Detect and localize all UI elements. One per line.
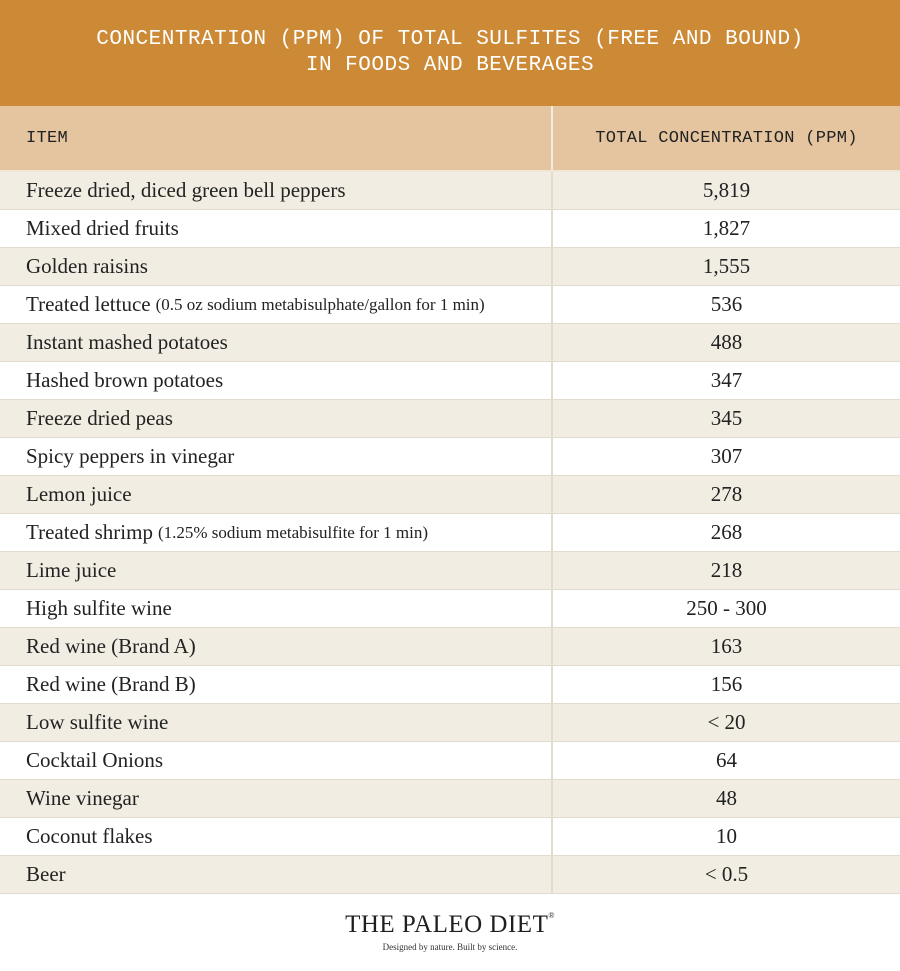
item-cell [0, 704, 553, 741]
item-name: Treated shrimp [26, 520, 153, 544]
item-name: Lime juice [26, 558, 117, 582]
item-cell [0, 818, 553, 855]
table-row [0, 210, 900, 248]
item-cell [0, 248, 553, 285]
concentration-cell: 10 [716, 824, 737, 848]
footer [0, 894, 900, 952]
item-note: (1.25% sodium metabisulfite for 1 min) [157, 522, 429, 542]
item-cell [0, 514, 553, 551]
table-row [0, 286, 900, 324]
concentration-cell: 156 [710, 672, 743, 696]
table-body [0, 172, 900, 894]
concentration-cell: 163 [710, 634, 743, 658]
item-name: Low sulfite wine [26, 710, 169, 734]
brand-logo [0, 911, 900, 939]
item-cell [0, 552, 553, 589]
concentration-cell: 1,827 [702, 216, 751, 240]
concentration-cell: 347 [710, 368, 743, 392]
item-name: Wine vinegar [26, 786, 139, 810]
item-cell [0, 628, 553, 665]
concentration-cell: 345 [710, 406, 743, 430]
table-row [0, 628, 900, 666]
item-name: Red wine (Brand B) [26, 672, 196, 696]
table-row [0, 438, 900, 476]
title-line-1: CONCENTRATION (PPM) OF TOTAL SULFITES (FREE AND BOUND) [96, 28, 804, 51]
concentration-cell: 250 - 300 [686, 596, 767, 620]
table-header [0, 106, 900, 172]
item-name: Treated lettuce [26, 292, 151, 316]
item-cell [0, 438, 553, 475]
item-cell [0, 400, 553, 437]
table-row [0, 590, 900, 628]
item-name: Red wine (Brand A) [26, 634, 196, 658]
registered-mark: ® [548, 911, 555, 920]
header-concentration: TOTAL CONCENTRATION (PPM) [595, 128, 858, 148]
concentration-cell: 48 [716, 786, 737, 810]
title-line-2: IN FOODS AND BEVERAGES [305, 54, 595, 77]
table-row [0, 856, 900, 894]
table-row [0, 172, 900, 210]
sulfite-table [0, 106, 900, 894]
item-cell [0, 666, 553, 703]
concentration-cell: < 20 [707, 710, 746, 734]
concentration-cell: 278 [710, 482, 743, 506]
item-name: Instant mashed potatoes [26, 330, 228, 354]
item-cell [0, 742, 553, 779]
concentration-cell: 307 [710, 444, 743, 468]
item-name: Golden raisins [26, 254, 148, 278]
table-row [0, 362, 900, 400]
item-name: High sulfite wine [26, 596, 172, 620]
item-name: Freeze dried, diced green bell peppers [26, 178, 346, 202]
header-item: ITEM [0, 106, 553, 170]
concentration-cell: 536 [710, 292, 743, 316]
concentration-cell: 218 [710, 558, 743, 582]
item-cell [0, 856, 553, 893]
item-name: Lemon juice [26, 482, 132, 506]
table-row [0, 552, 900, 590]
item-cell [0, 172, 553, 209]
item-cell [0, 590, 553, 627]
table-row [0, 666, 900, 704]
concentration-cell: 5,819 [702, 178, 751, 202]
item-cell [0, 780, 553, 817]
item-cell [0, 286, 553, 323]
item-name: Cocktail Onions [26, 748, 164, 772]
concentration-cell: 64 [716, 748, 737, 772]
table-row [0, 514, 900, 552]
item-name: Coconut flakes [26, 824, 153, 848]
item-note: (0.5 oz sodium metabisulphate/gallon for 1 min) [155, 294, 485, 314]
item-name: Beer [26, 862, 66, 886]
table-row [0, 780, 900, 818]
concentration-cell: 488 [710, 330, 743, 354]
concentration-cell: 268 [710, 520, 743, 544]
table-row [0, 324, 900, 362]
concentration-cell: < 0.5 [704, 862, 749, 886]
table-row [0, 818, 900, 856]
brand-name: THE PALEO DIET [345, 911, 549, 938]
item-name: Spicy peppers in vinegar [26, 444, 235, 468]
item-name: Mixed dried fruits [26, 216, 179, 240]
item-name: Freeze dried peas [26, 406, 173, 430]
concentration-cell: 1,555 [702, 254, 751, 278]
table-row [0, 476, 900, 514]
item-name: Hashed brown potatoes [26, 368, 224, 392]
table-row [0, 704, 900, 742]
title-banner [0, 0, 900, 106]
table-row [0, 400, 900, 438]
item-cell [0, 210, 553, 247]
brand-tagline: Designed by nature. Built by science. [382, 942, 518, 952]
table-row [0, 742, 900, 780]
table-row [0, 248, 900, 286]
item-cell [0, 476, 553, 513]
item-cell [0, 362, 553, 399]
item-cell [0, 324, 553, 361]
